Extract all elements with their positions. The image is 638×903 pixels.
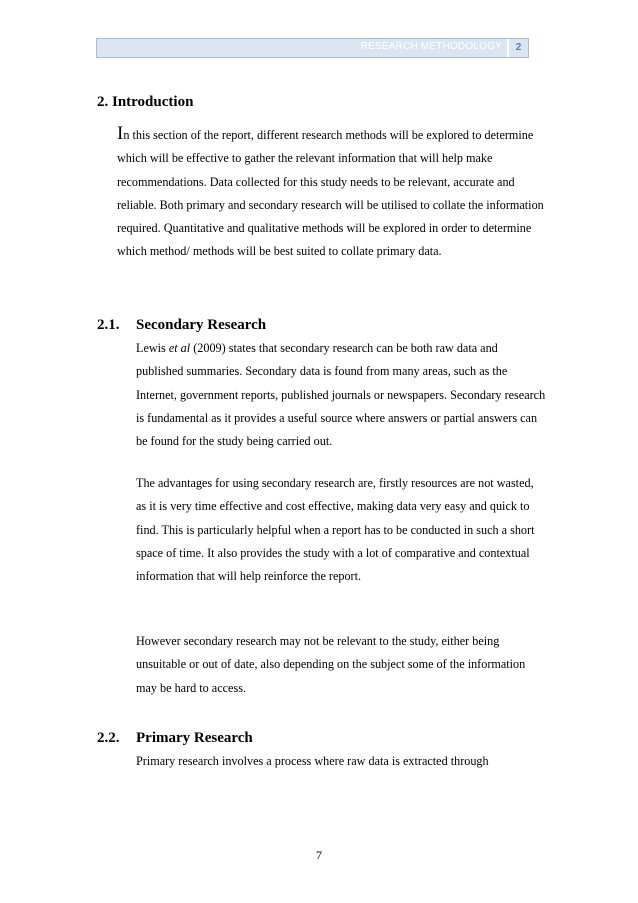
introduction-paragraph [117, 124, 547, 264]
section-title: Secondary Research [136, 317, 267, 333]
page-number: 7 [316, 848, 322, 862]
citation-etal: et al [168, 341, 191, 355]
section-title: Primary Research [136, 730, 253, 746]
secondary-paragraph-1-text: (2009) states that secondary research can be both raw data and published summaries. Secondary data is found from many areas, such as the Internet, government reports, published journals or newspapers. Secondary research is fundamental as it provides a useful source where answers or partial answers can be found for the study being carried out. [136, 341, 546, 449]
introduction-text: n this section of the report, different research methods will be explored to determine which will be effective to gather the relevant information that will help make recommendations. Data collected for this study needs to be relevant, accurate and reliable. Both primary and secondary research will be utilised to collate the information required. Quantitative and qualitative methods will be explored in order to determine which method/ methods will be best suited to collate primary data. [117, 128, 544, 259]
secondary-paragraph-2: The advantages for using secondary research are, firstly resources are not wasted, as it is very time effective and cost effective, making data very easy and quick to find. This is particularly helpful when a report has to be conducted in such a short space of time. It also provides the study with a lot of comparative and contextual information that will help reinforce the report. [136, 476, 535, 584]
secondary-paragraph-1 [136, 337, 546, 453]
running-header-page-badge: 2 [507, 39, 528, 57]
section-number: 2.1. [97, 317, 120, 333]
section-number: 2.2. [97, 730, 120, 746]
drop-cap: I [117, 123, 124, 144]
primary-paragraph: Primary research involves a process where raw data is extracted through [136, 754, 489, 768]
citation-author: Lewis [136, 341, 169, 355]
section-heading-introduction: 2. Introduction [97, 94, 194, 110]
running-header-title: RESEARCH METHODOLOGY [360, 41, 502, 52]
running-header [96, 38, 529, 58]
secondary-paragraph-3: However secondary research may not be relevant to the study, either being unsuitable or out of date, also depending on the subject some of the information may be hard to access. [136, 634, 526, 695]
